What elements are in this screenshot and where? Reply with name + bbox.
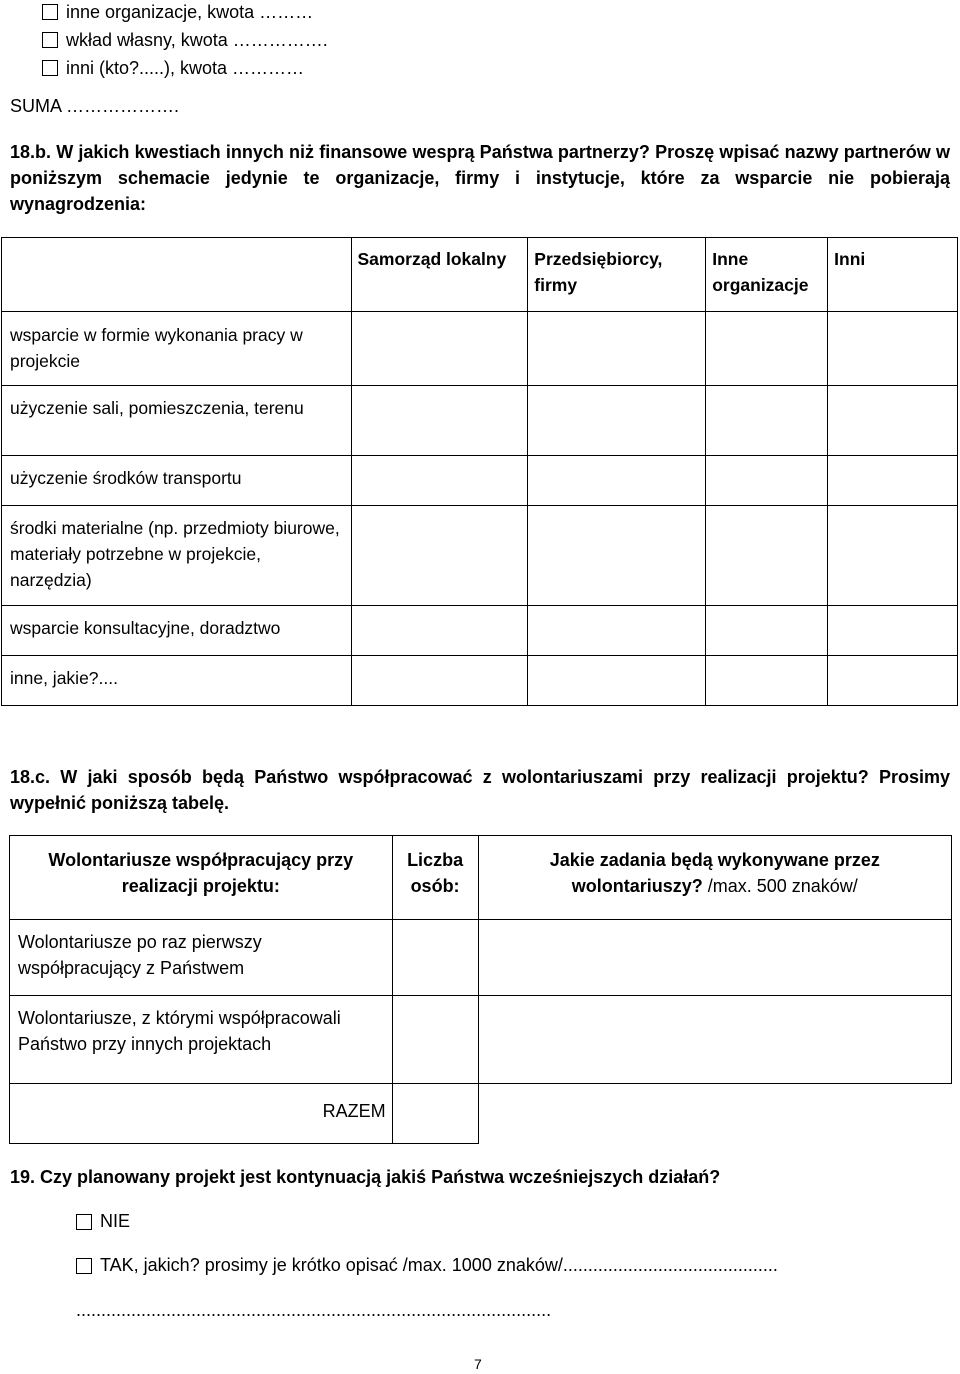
question-18c: 18.c. W jaki sposób będą Państwo współpracować z wolontariuszami przy realizacji projektu? Prosimy wypełnić poniższą tabelę. [10, 767, 950, 813]
table-row [10, 920, 952, 996]
option-wklad-wlasny[interactable] [42, 28, 328, 52]
row-label: środki materialne (np. przedmioty biurowe, materiały potrzebne w projekcie, narzędzia) [2, 506, 352, 606]
input-cell[interactable] [706, 606, 828, 656]
table-header-row [2, 238, 958, 312]
option-label: wkład własny, kwota ……………. [66, 29, 328, 50]
question-19: 19. Czy planowany projekt jest kontynuacją jakiś Państwa wcześniejszych działań? [10, 1167, 721, 1187]
row-label: Wolontariusze, z którymi współpracowali Państwo przy innych projektach [10, 996, 393, 1084]
option-label: inne organizacje, kwota ……… [66, 1, 314, 22]
checkbox[interactable] [42, 4, 58, 20]
count-input-cell[interactable] [392, 920, 478, 996]
partners-support-table [1, 237, 958, 706]
input-cell[interactable] [706, 456, 828, 506]
input-cell[interactable] [706, 386, 828, 456]
checkbox[interactable] [42, 32, 58, 48]
header-inne-organizacje: Inne organizacje [706, 238, 828, 312]
input-cell[interactable] [351, 606, 528, 656]
input-cell[interactable] [351, 312, 528, 386]
input-cell[interactable] [706, 506, 828, 606]
input-cell[interactable] [828, 386, 958, 456]
checkbox[interactable] [42, 60, 58, 76]
row-label: użyczenie środków transportu [2, 456, 352, 506]
checkbox[interactable] [76, 1258, 92, 1274]
suma-line: SUMA ………………. [10, 96, 180, 116]
row-label: wsparcie w formie wykonania pracy w projekcie [2, 312, 352, 386]
input-cell[interactable] [351, 506, 528, 606]
input-cell[interactable] [706, 312, 828, 386]
checkbox[interactable] [76, 1214, 92, 1230]
option-inni[interactable] [42, 56, 304, 80]
row-label: Wolontariusze po raz pierwszy współpracujący z Państwem [10, 920, 393, 996]
input-cell[interactable] [706, 656, 828, 706]
header-count: Liczba osób: [392, 836, 478, 920]
input-cell[interactable] [528, 606, 706, 656]
input-cell[interactable] [528, 386, 706, 456]
option-label: inni (kto?.....), kwota ………… [66, 57, 305, 78]
table-row [2, 606, 958, 656]
option-label: TAK, jakich? prosimy je krótko opisać /max. 1000 znaków/........................................... [100, 1255, 778, 1275]
input-cell[interactable] [351, 456, 528, 506]
header-tasks-limit: /max. 500 znaków/ [702, 876, 858, 896]
table-total-row [10, 1084, 952, 1144]
question-18b: 18.b. W jakich kwestiach innych niż finansowe wesprą Państwa partnerzy? Proszę wpisać nazwy partnerów w poniższym schemacie jedynie te organizacje, firmy i instytucje, które za wsparcie nie pobierają wynagrodzenia: [10, 142, 950, 214]
input-cell[interactable] [828, 656, 958, 706]
tasks-input-cell[interactable] [478, 920, 951, 996]
option-tak[interactable] [76, 1255, 778, 1276]
row-label: wsparcie konsultacyjne, doradztwo [2, 606, 352, 656]
tasks-input-cell[interactable] [478, 996, 951, 1084]
input-cell[interactable] [351, 386, 528, 456]
description-continuation[interactable]: ............................................................................................... [76, 1300, 552, 1320]
count-input-cell[interactable] [392, 996, 478, 1084]
table-row [2, 656, 958, 706]
row-label: inne, jakie?.... [2, 656, 352, 706]
page-number: 7 [474, 1356, 482, 1372]
header-samorzad: Samorząd lokalny [351, 238, 528, 312]
table-header-row [10, 836, 952, 920]
table-row [2, 506, 958, 606]
table-row [2, 386, 958, 456]
option-label: NIE [100, 1211, 131, 1231]
input-cell[interactable] [828, 506, 958, 606]
input-cell[interactable] [828, 456, 958, 506]
total-count-cell[interactable] [392, 1084, 478, 1144]
header-volunteers: Wolontariusze współpracujący przy realizacji projektu: [10, 836, 393, 920]
input-cell[interactable] [828, 312, 958, 386]
table-row [10, 996, 952, 1084]
row-label: użyczenie sali, pomieszczenia, terenu [2, 386, 352, 456]
option-inne-organizacje[interactable] [42, 0, 313, 24]
header-cell-empty [2, 238, 352, 312]
input-cell[interactable] [528, 506, 706, 606]
input-cell[interactable] [528, 656, 706, 706]
table-row [2, 312, 958, 386]
total-label: RAZEM [10, 1084, 393, 1144]
input-cell[interactable] [351, 656, 528, 706]
option-nie[interactable] [76, 1211, 130, 1232]
header-tasks [478, 836, 951, 920]
header-inni: Inni [828, 238, 958, 312]
blank-cell [478, 1084, 951, 1144]
input-cell[interactable] [828, 606, 958, 656]
input-cell[interactable] [528, 312, 706, 386]
volunteers-table [9, 835, 952, 1144]
table-row [2, 456, 958, 506]
input-cell[interactable] [528, 456, 706, 506]
header-przedsiebiorcy: Przedsiębiorcy, firmy [528, 238, 706, 312]
header-tasks-label: Jakie zadania będą wykonywane przez wolontariuszy? [549, 850, 880, 896]
